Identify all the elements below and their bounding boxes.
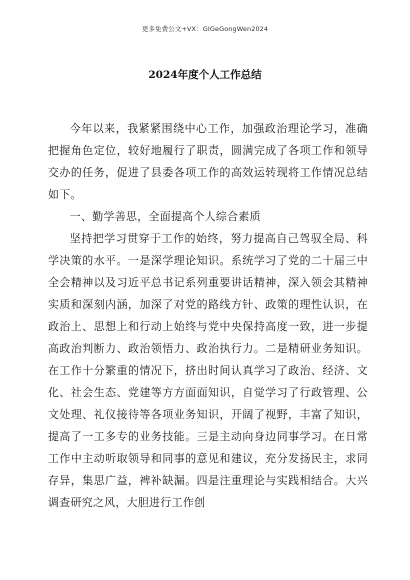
intro-paragraph: 今年以来，我紧紧围绕中心工作，加强政治理论学习，准确把握角色定位，较好地履行了职责，圆满完成了各项工作和领导交办的任务，促进了县委各项工作的高效运转现将工作情况总结如下。 — [48, 122, 368, 201]
header-note: 更多免费公文+VX：GIGeGongWen2024 — [141, 25, 269, 33]
document-body — [48, 118, 368, 514]
section-heading: 一、勤学善思，全面提高个人综合素质 — [69, 210, 261, 223]
document-title: 2024年度个人工作总结 — [148, 69, 262, 81]
section-paragraph: 坚持把学习贯穿于工作的始终，努力提高自己驾驭全局、科学决策的水平。一是深学理论知识。系统学习了党的二十届三中全会精神以及习近平总书记系列重要讲话精神，深入领会其精神实质和深刻内涵，加深了对党的路线方针、政策的理性认识，在政治上、思想上和行动上始终与党中央保持高度一致，进一步提高政治判断力、政治领悟力、政治执行力。二是精研业务知识。在工作十分繁重的情况下，挤出时间认真学习了政治、经济、文化、社会生态、党建等方方面面知识，自觉学习了行政管理、公文处理、礼仪接待等各项业务知识，开阔了视野，丰富了知识，提高了一工多专的业务技能。三是主动向身边同事学习。在日常工作中主动听取领导和同事的意见和建议，充分发扬民主，求同存异，集思广益，裨补缺漏。四是注重理论与实践相结合。大兴调查研究之风，大胆进行工作创 — [48, 232, 368, 509]
